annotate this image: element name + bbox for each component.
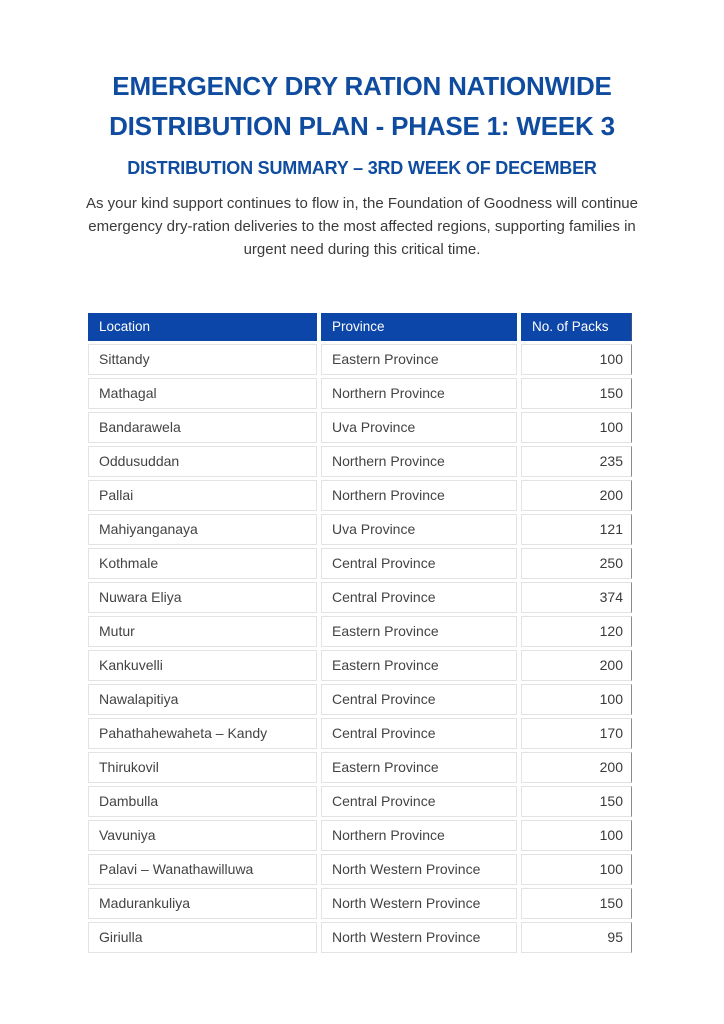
intro-line: As your kind support continues to flow in, the Foundation of Goodness will continue	[86, 195, 638, 212]
table-row	[88, 412, 632, 443]
table-row	[88, 446, 632, 477]
location-cell: Pahathahewaheta – Kandy	[88, 718, 317, 749]
location-cell: Sittandy	[88, 344, 317, 375]
province-cell: North Western Province	[321, 922, 517, 953]
packs-cell: 374	[521, 582, 632, 613]
table-row	[88, 786, 632, 817]
table-header-row	[88, 313, 632, 341]
packs-cell: 235	[521, 446, 632, 477]
province-cell: Northern Province	[321, 820, 517, 851]
location-cell: Palavi – Wanathawilluwa	[88, 854, 317, 885]
column-header-province: Province	[321, 313, 517, 341]
location-cell: Kothmale	[88, 548, 317, 579]
location-cell: Bandarawela	[88, 412, 317, 443]
column-header-location: Location	[88, 313, 317, 341]
subtitle: DISTRIBUTION SUMMARY – 3RD WEEK OF DECEMBER	[127, 158, 597, 178]
table-row	[88, 922, 632, 953]
packs-cell: 150	[521, 378, 632, 409]
header-block	[0, 0, 724, 261]
province-cell: Central Province	[321, 786, 517, 817]
province-cell: Eastern Province	[321, 344, 517, 375]
intro-line: urgent need during this critical time.	[243, 241, 481, 258]
location-cell: Nuwara Eliya	[88, 582, 317, 613]
packs-cell: 100	[521, 854, 632, 885]
province-cell: Eastern Province	[321, 650, 517, 681]
distribution-table	[84, 310, 636, 956]
location-cell: Thirukovil	[88, 752, 317, 783]
location-cell: Mathagal	[88, 378, 317, 409]
table-row	[88, 888, 632, 919]
packs-cell: 170	[521, 718, 632, 749]
main-title	[0, 66, 724, 146]
title-line-2: DISTRIBUTION PLAN - PHASE 1: WEEK 3	[109, 111, 615, 141]
province-cell: Northern Province	[321, 378, 517, 409]
location-cell: Mahiyanganaya	[88, 514, 317, 545]
packs-cell: 95	[521, 922, 632, 953]
province-cell: Uva Province	[321, 514, 517, 545]
table-row	[88, 344, 632, 375]
province-cell: North Western Province	[321, 888, 517, 919]
intro-paragraph	[0, 192, 724, 261]
province-cell: Northern Province	[321, 480, 517, 511]
table-row	[88, 718, 632, 749]
location-cell: Dambulla	[88, 786, 317, 817]
province-cell: Eastern Province	[321, 752, 517, 783]
packs-cell: 100	[521, 820, 632, 851]
packs-cell: 250	[521, 548, 632, 579]
table-row	[88, 650, 632, 681]
location-cell: Vavuniya	[88, 820, 317, 851]
packs-cell: 100	[521, 344, 632, 375]
province-cell: Uva Province	[321, 412, 517, 443]
packs-cell: 150	[521, 786, 632, 817]
table-row	[88, 548, 632, 579]
province-cell: Northern Province	[321, 446, 517, 477]
table-row	[88, 684, 632, 715]
location-cell: Giriulla	[88, 922, 317, 953]
location-cell: Nawalapitiya	[88, 684, 317, 715]
table-row	[88, 480, 632, 511]
table-row	[88, 752, 632, 783]
table-row	[88, 378, 632, 409]
intro-line: emergency dry-ration deliveries to the most affected regions, supporting families in	[88, 218, 636, 235]
packs-cell: 120	[521, 616, 632, 647]
packs-cell: 100	[521, 412, 632, 443]
table-row	[88, 514, 632, 545]
province-cell: North Western Province	[321, 854, 517, 885]
location-cell: Mutur	[88, 616, 317, 647]
location-cell: Pallai	[88, 480, 317, 511]
province-cell: Eastern Province	[321, 616, 517, 647]
packs-cell: 150	[521, 888, 632, 919]
packs-cell: 121	[521, 514, 632, 545]
packs-cell: 200	[521, 650, 632, 681]
location-cell: Kankuvelli	[88, 650, 317, 681]
table-row	[88, 854, 632, 885]
title-line-1: EMERGENCY DRY RATION NATIONWIDE	[112, 71, 612, 101]
province-cell: Central Province	[321, 582, 517, 613]
table-row	[88, 616, 632, 647]
packs-cell: 200	[521, 480, 632, 511]
table-row	[88, 582, 632, 613]
province-cell: Central Province	[321, 548, 517, 579]
table-row	[88, 820, 632, 851]
province-cell: Central Province	[321, 684, 517, 715]
column-header-packs: No. of Packs	[521, 313, 632, 341]
location-cell: Madurankuliya	[88, 888, 317, 919]
location-cell: Oddusuddan	[88, 446, 317, 477]
packs-cell: 100	[521, 684, 632, 715]
province-cell: Central Province	[321, 718, 517, 749]
packs-cell: 200	[521, 752, 632, 783]
